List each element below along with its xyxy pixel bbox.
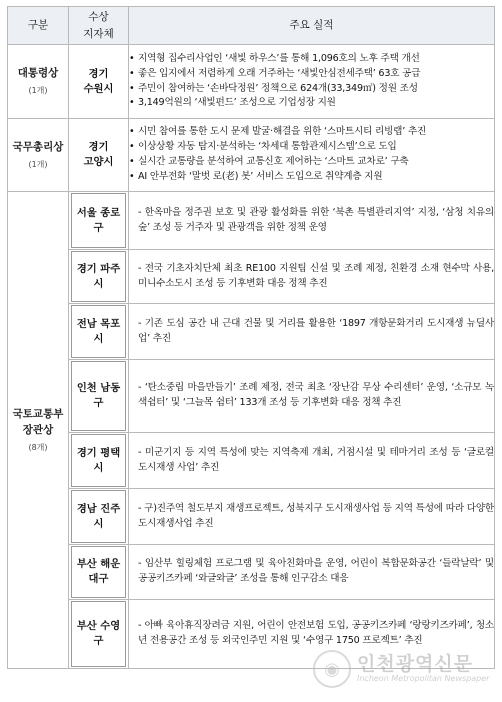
achievement-text: - 전국 기초자치단체 최초 RE100 지원팀 신설 및 조례 제정, 친환경 소재 현수막 사용, 미니수소도시 조성 등 기후변화 대응 정책 추진 <box>138 262 494 289</box>
award-name-cell <box>8 45 69 119</box>
details-cell <box>129 192 495 250</box>
award-count: (1개) <box>28 159 48 169</box>
list-item: • 지역형 집수리사업인 ‘새빛 하우스’를 통해 1,096호의 노후 주택 개선 <box>129 52 494 67</box>
list-item: • 좋은 입지에서 저렴하게 오래 거주하는 ‘새빛안심전세주택’ 63호 공급 <box>129 67 494 82</box>
list-item: • 시민 참여를 통한 도시 문제 발굴·해결을 위한 ‘스마트시티 리빙랩’ 추진 <box>129 125 494 140</box>
table-row <box>8 250 495 304</box>
newspaper-logo-icon: ◉ <box>313 650 351 688</box>
city-name: 경남 진주 시 <box>71 490 126 543</box>
header-achievements: 주요 실적 <box>129 7 495 45</box>
details-cell <box>129 119 495 192</box>
city-name: 인천 남동 구 <box>71 361 126 431</box>
list-item: • AI 안부전화 ‘말벗 로(老) 봇’ 서비스 도입으로 취약계층 지원 <box>129 170 494 185</box>
city-cell <box>69 600 129 669</box>
city-cell: 경기 고양시 <box>69 119 129 192</box>
details-cell <box>129 304 495 360</box>
header-winner-line2: 지자체 <box>83 27 114 40</box>
award-name: 국무총리상 <box>12 140 64 153</box>
city-name: 경기 평택 시 <box>71 434 126 487</box>
list-item: • 주민이 참여하는 ‘손바닥정원’ 정책으로 624개(33,349㎡) 정원 조성 <box>129 82 494 97</box>
award-count: (8개) <box>28 443 48 453</box>
table-row <box>8 600 495 669</box>
city-cell <box>69 304 129 360</box>
city-name: 전남 목포 시 <box>71 305 126 358</box>
list-item: • 3,149억원의 ‘새빛펀드’ 조성으로 기업성장 지원 <box>129 96 494 111</box>
table-row <box>8 304 495 360</box>
city-name: 부산 해운 대구 <box>71 546 126 598</box>
watermark-korean-text: 인천광역신문 <box>357 653 474 676</box>
achievement-text: - 아빠 육아휴직장려금 지원, 어린이 안전보험 도입, 공공키즈카페 ‘랑랑키즈카페’, 청소년 전용공간 조성 등 외국인주민 지원 및 ‘수영구 1750 프로젝트’ 추진 <box>138 620 494 646</box>
city-cell <box>69 360 129 433</box>
city-name: 서울 종로 구 <box>71 193 126 248</box>
award-count: (1개) <box>28 86 48 96</box>
city-cell <box>69 545 129 600</box>
header-category: 구분 <box>8 7 69 45</box>
achievement-list <box>129 52 494 111</box>
table-row <box>8 45 495 119</box>
achievement-text: - 미군기지 등 지역 특성에 맞는 지역축제 개최, 거점시설 및 테마거리 조성 등 ‘글로컬 도시재생 사업’ 추진 <box>138 446 494 473</box>
details-cell <box>129 489 495 545</box>
table-row <box>8 433 495 489</box>
details-cell <box>129 433 495 489</box>
details-cell <box>129 45 495 119</box>
achievement-list <box>129 125 494 184</box>
city-cell <box>69 250 129 304</box>
table-row <box>8 360 495 433</box>
table-row <box>8 119 495 192</box>
details-cell <box>129 250 495 304</box>
achievement-text: - 한옥마을 정주권 보호 및 관광 활성화를 위한 ‘북촌 특별관리지역’ 지정, ‘삼청 치유의 숲’ 조성 등 거주자 및 관광객을 위한 정책 운영 <box>138 206 494 233</box>
details-cell <box>129 600 495 669</box>
achievement-text: - 기존 도심 공간 내 근대 건물 및 거리를 활용한 ‘1897 개항문화거리 도시재생 뉴딜사업’ 추진 <box>138 317 494 344</box>
list-item: • 실시간 교통량을 분석하여 교통신호 제어하는 ‘스마트 교차로’ 구축 <box>129 155 494 170</box>
city-cell: 경기 수원시 <box>69 45 129 119</box>
city-cell <box>69 433 129 489</box>
header-winner-line1: 수상 <box>88 11 109 24</box>
award-name: 국토교통부 장관상 <box>12 407 64 436</box>
table-row <box>8 489 495 545</box>
city-name: 경기 파주 시 <box>71 251 126 302</box>
achievement-text: - 임산부 힐링체험 프로그램 및 육아친화마을 운영, 어린이 복합문화공간 ‘들락날락’ 및 공공키즈카페 ‘와글와글’ 조성을 통해 인구감소 대응 <box>138 558 494 584</box>
table-header-row <box>8 7 495 45</box>
city-name: 부산 수영 구 <box>71 601 126 667</box>
list-item: • 이상상황 자동 탐지·분석하는 ‘차세대 통합관제시스템’으로 도입 <box>129 140 494 155</box>
city-cell <box>69 192 129 250</box>
achievement-text: - ‘탄소중립 마을만들기’ 조례 제정, 전국 최초 ‘장난감 무상 수리센터’ 운영, ‘소규모 녹색쉼터’ 및 ‘그늘목 쉼터’ 133개 조성 등 기후변화 대응 정책 추진 <box>138 382 494 408</box>
achievement-text: - 구)진주역 철도부지 재생프로젝트, 성북지구 도시재생사업 등 지역 특성에 따라 다양한 도시재생사업 추진 <box>138 502 494 529</box>
city-cell <box>69 489 129 545</box>
award-name-cell <box>8 192 69 669</box>
details-cell <box>129 360 495 433</box>
award-name: 대통령상 <box>17 67 59 80</box>
award-name-cell <box>8 119 69 192</box>
watermark-english-text: Incheon Metropolitan Newspaper <box>357 674 490 684</box>
table-row <box>8 545 495 600</box>
awards-table <box>7 6 495 669</box>
details-cell <box>129 545 495 600</box>
header-winner <box>69 7 129 45</box>
table-row <box>8 192 495 250</box>
